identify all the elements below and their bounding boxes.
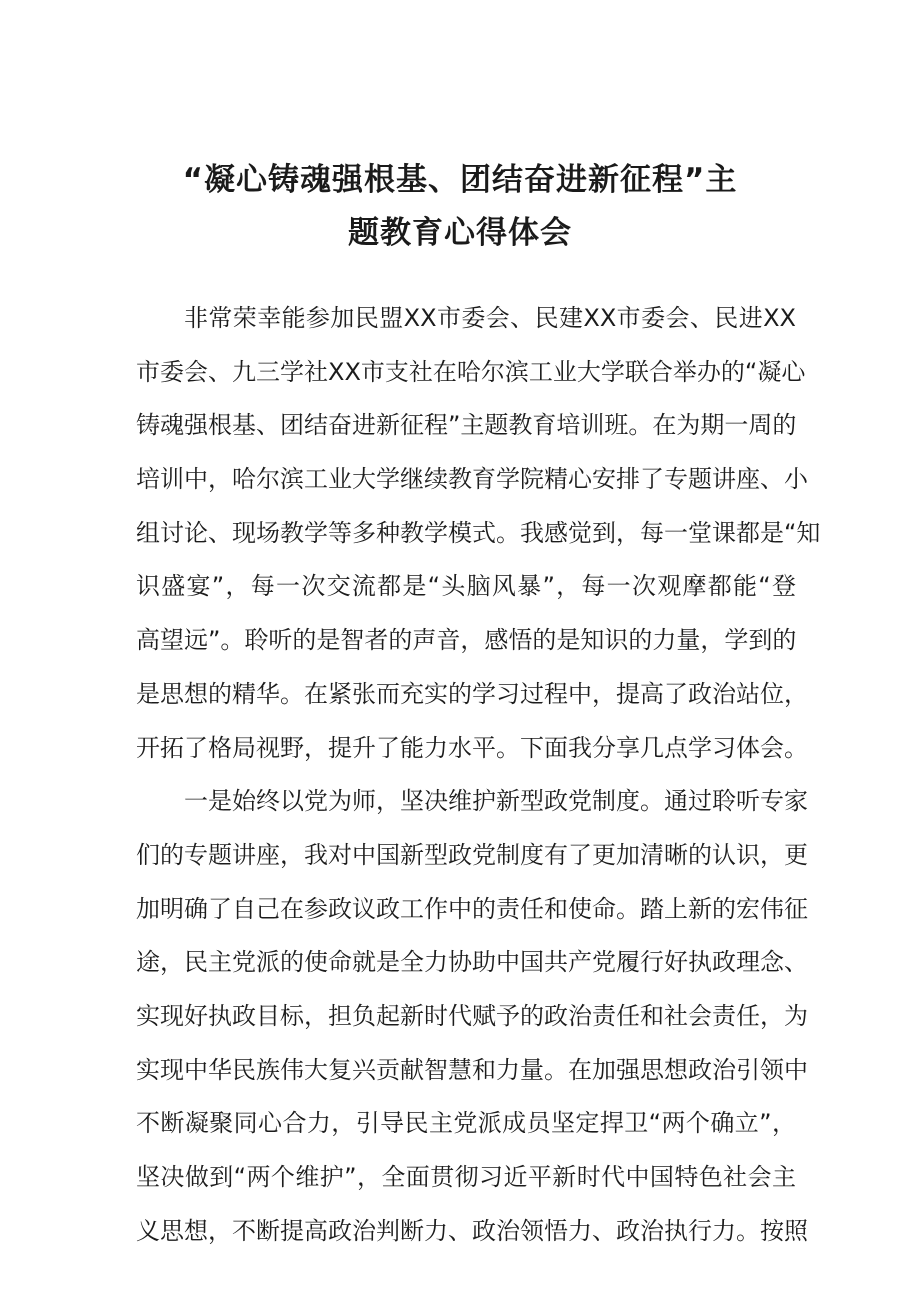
paragraph-2-line: 一是始终以党为师，坚决维护新型政党制度。通过聆听专家	[184, 787, 808, 816]
paragraph-1-line: 铸魂强根基、团结奋进新征程”主题教育培训班。在为期一周的	[136, 411, 797, 440]
paragraph-2-line: 不断凝聚同心合力，引导民主党派成员坚定捍卫“两个确立”，	[136, 1109, 796, 1138]
paragraph-2-line: 途，民主党派的使命就是全力协助中国共产党履行好执政理念、	[136, 948, 808, 977]
document-title-line-1: “凝心铸魂强根基、团结奋进新征程”主	[182, 162, 738, 198]
paragraph-2	[136, 775, 808, 1258]
paragraph-1-line: 市委会、九三学社XX市支社在哈尔滨工业大学联合举办的“凝心	[136, 357, 806, 386]
paragraph-2-line: 实现中华民族伟大复兴贡献智慧和力量。在加强思想政治引领中	[136, 1055, 808, 1084]
document-title-line-2: 题教育心得体会	[348, 215, 572, 251]
paragraph-1-line: 非常荣幸能参加民盟XX市委会、民建XX市委会、民进XX	[184, 304, 796, 332]
paragraph-2-line: 坚决做到“两个维护”，全面贯彻习近平新时代中国特色社会主	[136, 1163, 796, 1191]
paragraph-1-line: 培训中，哈尔滨工业大学继续教育学院精心安排了专题讲座、小	[136, 465, 808, 494]
paragraph-2-line: 们的专题讲座，我对中国新型政党制度有了更加清晰的认识，更	[136, 840, 808, 869]
paragraph-2-line: 义思想，不断提高政治判断力、政治领悟力、政治执行力。按照	[136, 1216, 808, 1245]
paragraph-1	[136, 292, 821, 775]
paragraph-2-line: 实现好执政目标，担负起新时代赋予的政治责任和社会责任，为	[136, 1001, 808, 1030]
paragraph-2-line: 加明确了自己在参政议政工作中的责任和使命。踏上新的宏伟征	[136, 894, 808, 923]
document-body	[136, 292, 821, 1258]
paragraph-1-line: 识盛宴”，每一次交流都是“头脑风暴”，每一次观摩都能“登	[136, 572, 796, 601]
paragraph-1-line: 组讨论、现场教学等多种教学模式。我感觉到，每一堂课都是“知	[136, 518, 821, 547]
paragraph-1-line: 是思想的精华。在紧张而充实的学习过程中，提高了政治站位，	[136, 679, 808, 708]
paragraph-1-line: 开拓了格局视野，提升了能力水平。下面我分享几点学习体会。	[136, 733, 808, 762]
paragraph-1-line: 高望远”。聆听的是智者的声音，感悟的是知识的力量，学到的	[136, 626, 797, 655]
